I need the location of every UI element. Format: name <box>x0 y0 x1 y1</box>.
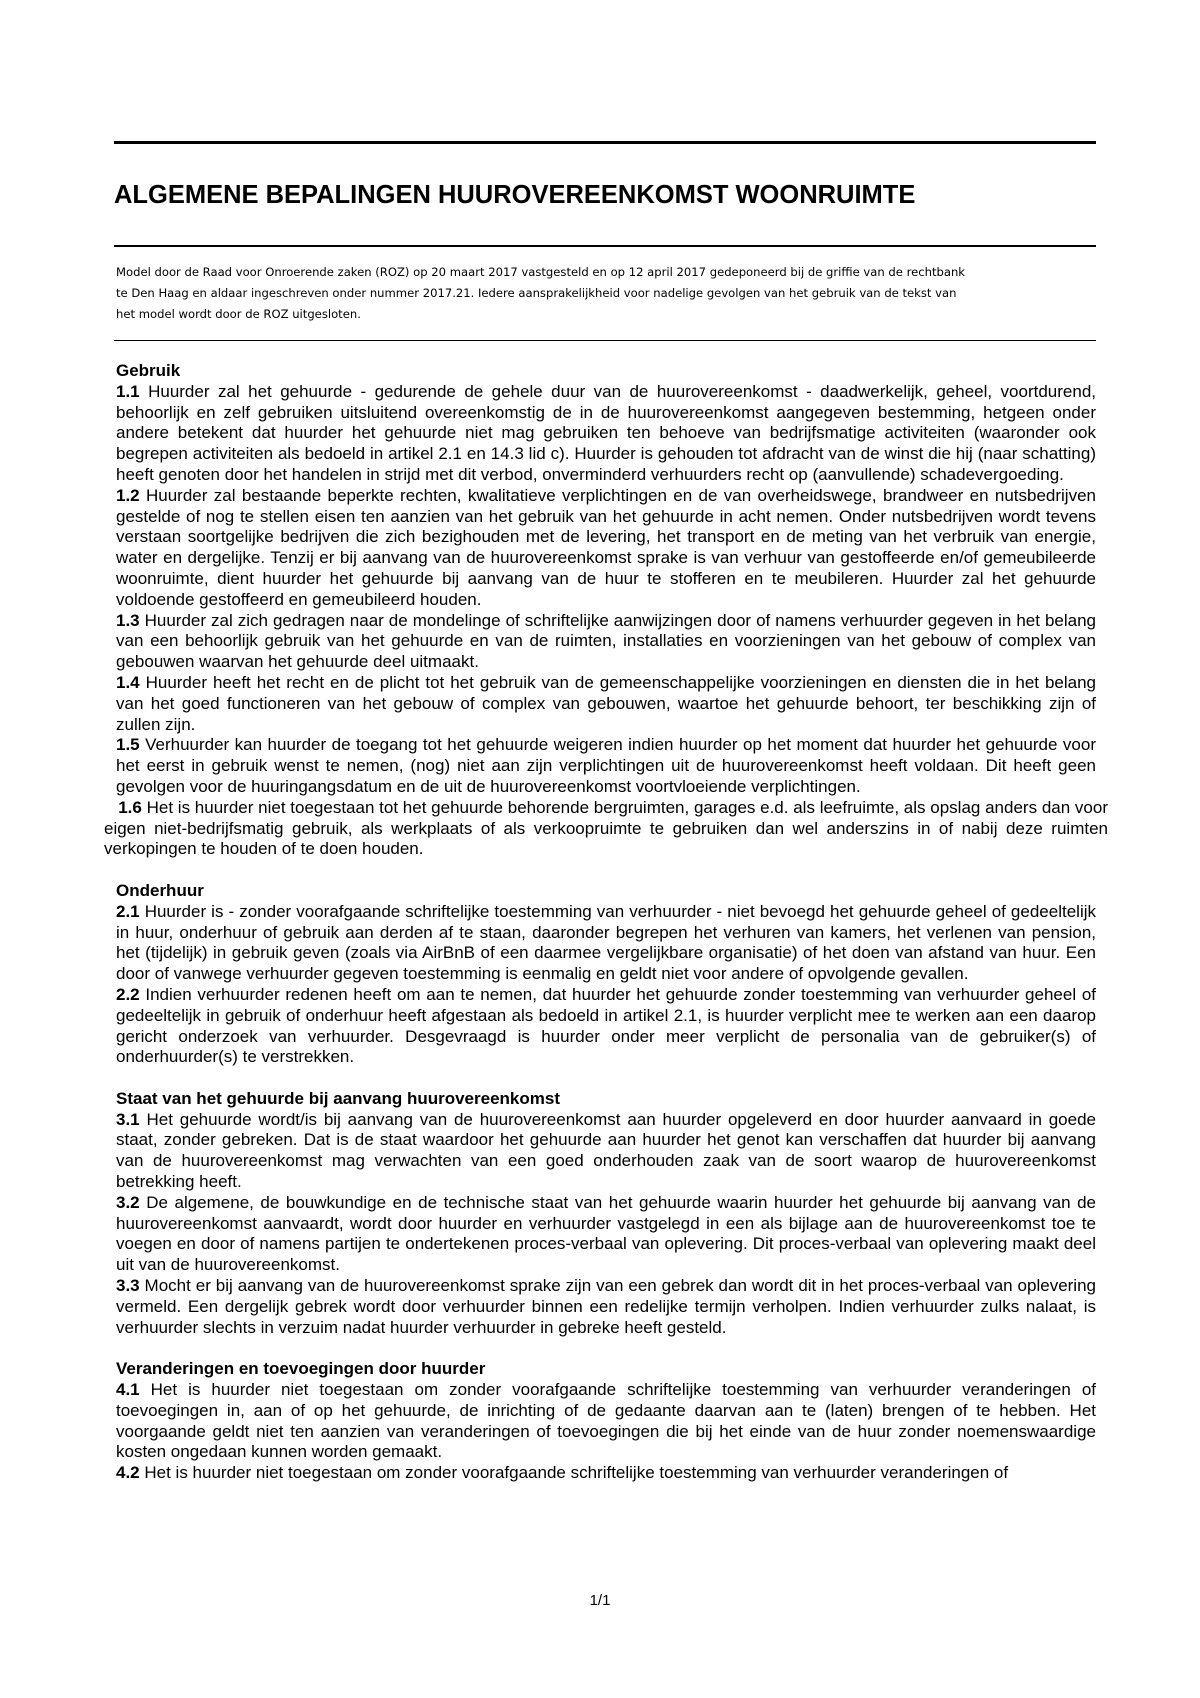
article-number: 2.1 <box>116 901 140 921</box>
article <box>116 1463 1096 1484</box>
article <box>104 798 1108 860</box>
article <box>116 611 1096 673</box>
article <box>116 673 1096 735</box>
model-notice-line: te Den Haag en aldaar ingeschreven onder nummer 2017.21. Iedere aansprakelijkheid voor nadelige gevolgen van het gebruik van de tekst van <box>116 286 957 300</box>
page-number: 1/1 <box>589 1592 611 1609</box>
section-title: Staat van het gehuurde bij aanvang huurovereenkomst <box>116 1088 560 1108</box>
article <box>116 486 1096 611</box>
article-number: 1.6 <box>118 797 142 817</box>
top-rule <box>114 141 1096 144</box>
article-text: Mocht er bij aanvang van de huurovereenkomst sprake zijn van een gebrek dan wordt dit in het proces-verbaal van oplevering vermeld. Een dergelijk gebrek wordt door verhuurder binnen een redelijke termijn verholpen. Indien verhuurder zulks nalaat, is verhuurder slechts in verzuim nadat huurder verhuurder in gebreke heeft gesteld. <box>116 1276 1096 1337</box>
article-text: Huurder zal het gehuurde - gedurende de gehele duur van de huurovereenkomst - daadwerkelijk, geheel, voortdurend, behoorlijk en zelf gebruiken uitsluitend overeenkomstig de in de huurovereenkomst aangegeven bestemming, hetgeen onder andere betekent dat huurder het gehuurde niet mag gebruiken ten behoeve van bedrijfsmatige activiteiten (waaronder ook begrepen activiteiten als bedoeld in artikel 2.1 en 14.3 lid c). Huurder is gehouden tot afdracht van de winst die hij (naar schatting) heeft genoten door het handelen in strijd met dit verbod, onverminderd verhuurders recht op (aanvullende) schadevergoeding. <box>116 381 1096 484</box>
article <box>116 902 1096 985</box>
article <box>116 985 1096 1068</box>
section-title: Onderhuur <box>116 880 204 900</box>
article-number: 1.4 <box>116 672 140 692</box>
page-title: ALGEMENE BEPALINGEN HUUROVEREENKOMST WOONRUIMTE <box>114 181 916 209</box>
article-number: 3.2 <box>116 1192 140 1212</box>
section-title: Gebruik <box>116 361 181 380</box>
article <box>116 1380 1096 1463</box>
article-number: 1.2 <box>116 485 140 505</box>
article-text: Het gehuurde wordt/is bij aanvang van de huurovereenkomst aan huurder opgeleverd en door huurder aanvaard in goede staat, zonder gebreken. Dat is de staat waardoor het gehuurde aan huurder het genot kan verschaffen dat huurder bij aanvang van de huurovereenkomst mag verwachten van een goed onderhouden zaak van de soort waarop de huurovereenkomst betrekking heeft. <box>116 1109 1096 1192</box>
article-number: 1.3 <box>116 610 140 630</box>
article <box>116 382 1096 486</box>
article <box>116 1276 1096 1338</box>
article <box>116 1193 1096 1276</box>
model-notice <box>116 262 1098 325</box>
article-number: 1.5 <box>116 735 140 755</box>
notice-rule <box>114 340 1096 341</box>
article-text: Het is huurder niet toegestaan tot het gehuurde behorende bergruimten, garages e.d. als leefruimte, als opslag anders dan voor eigen niet-bedrijfsmatig gebruik, als werkplaats of als verkoopruimte te gebruiken dan wel anderszins in of nabij deze ruimten verkopingen te houden of te doen houden. <box>104 797 1108 859</box>
model-notice-line: Model door de Raad voor Onroerende zaken (ROZ) op 20 maart 2017 vastgesteld en op 12 april 2017 gedeponeerd bij de griffie van de rechtbank <box>116 265 966 279</box>
article-number: 2.2 <box>116 984 140 1004</box>
article-text: Huurder zal zich gedragen naar de mondelinge of schriftelijke aanwijzingen door of namens verhuurder gegeven in het belang van een behoorlijk gebruik van het gehuurde en van de ruimten, installaties en voorzieningen van het gebouw of complex van gebouwen waarvan het gehuurde deel uitmaakt. <box>116 610 1096 672</box>
article-text: Verhuurder kan huurder de toegang tot het gehuurde weigeren indien huurder op het moment dat huurder het gehuurde voor het eerst in gebruik wenst te nemen, (nog) niet aan zijn verplichtingen uit de huurovereenkomst heeft voldaan. Dit heeft geen gevolgen voor de huuringangsdatum en de uit de huurovereenkomst voortvloeiende verplichtingen. <box>116 735 1096 796</box>
article-text: Huurder is - zonder voorafgaande schriftelijke toestemming van verhuurder - niet bevoegd het gehuurde geheel of gedeeltelijk in huur, onderhuur of gebruik aan derden af te staan, daaronder begrepen het verhuren van kamers, het verlenen van pension, het (tijdelijk) in gebruik geven (zoals via AirBnB of een daarmee vergelijkbare organisatie) of het doen van afstand van huur. Een door of vanwege verhuurder gegeven toestemming is eenmalig en geldt niet voor andere of opvolgende gevallen. <box>116 901 1096 984</box>
model-notice-line: het model wordt door de ROZ uitgesloten. <box>116 307 361 321</box>
article-number: 4.2 <box>116 1463 140 1483</box>
article-text: Indien verhuurder redenen heeft om aan te nemen, dat huurder het gehuurde zonder toestemming van verhuurder geheel of gedeeltelijk in gebruik of onderhuur heeft afgestaan als bedoeld in artikel 2.1, is huurder verplicht mee te werken aan een daarop gericht onderzoek van verhuurder. Desgevraagd is huurder onder meer verplicht de personalia van de gebruiker(s) of onderhuurder(s) te verstrekken. <box>116 984 1096 1067</box>
document-body <box>104 361 1108 1484</box>
article <box>116 1110 1096 1193</box>
title-rule <box>114 245 1096 247</box>
article-text: Huurder zal bestaande beperkte rechten, kwalitatieve verplichtingen en de van overheidswege, brandweer en nutsbedrijven gestelde of nog te stellen eisen ten aanzien van het gebruik van het gehuurde in acht nemen. Onder nutsbedrijven wordt tevens verstaan soortgelijke bedrijven die zich bezighouden met de levering, het transport en de meting van het verbruik van energie, water en dergelijke. Tenzij er bij aanvang van de huurovereenkomst sprake is van verhuur van gestoffeerde en/of gemeubileerde woonruimte, dient huurder het gehuurde bij aanvang van de huur te stofferen en te meubileren. Huurder zal het gehuurde voldoende gestoffeerd en gemeubileerd houden. <box>116 485 1096 609</box>
article-text: Het is huurder niet toegestaan om zonder voorafgaande schriftelijke toestemming van verhuurder veranderingen of toevoegingen in, aan of op het gehuurde, de inrichting of de gedaante daarvan aan te (laten) brengen of te hebben. Het voorgaande geldt niet ten aanzien van veranderingen of toevoegingen die bij het einde van de huur zonder noemenswaardige kosten ongedaan kunnen worden gemaakt. <box>116 1380 1096 1462</box>
article-number: 4.1 <box>116 1380 140 1400</box>
article <box>116 735 1096 797</box>
article-text: De algemene, de bouwkundige en de technische staat van het gehuurde waarin huurder het gehuurde bij aanvang van de huurovereenkomst aanvaardt, wordt door huurder en verhuurder vastgelegd in een als bijlage aan de huurovereenkomst toe te voegen en door of namens partijen te ondertekenen proces-verbaal van oplevering. Dit proces-verbaal van oplevering maakt deel uit van de huurovereenkomst. <box>116 1192 1096 1275</box>
article-number: 3.1 <box>116 1109 140 1129</box>
article-text: Huurder heeft het recht en de plicht tot het gebruik van de gemeenschappelijke voorzieningen en diensten die in het belang van het goed functioneren van het gebouw of complex van gebouwen, waartoe het gehuurde behoort, ter beschikking zijn of zullen zijn. <box>116 672 1096 734</box>
article-text: Het is huurder niet toegestaan om zonder voorafgaande schriftelijke toestemming van verhuurder veranderingen of <box>139 1463 1009 1483</box>
section-title: Veranderingen en toevoegingen door huurder <box>116 1359 486 1379</box>
article-number: 1.1 <box>116 381 140 401</box>
article-number: 3.3 <box>116 1276 140 1296</box>
